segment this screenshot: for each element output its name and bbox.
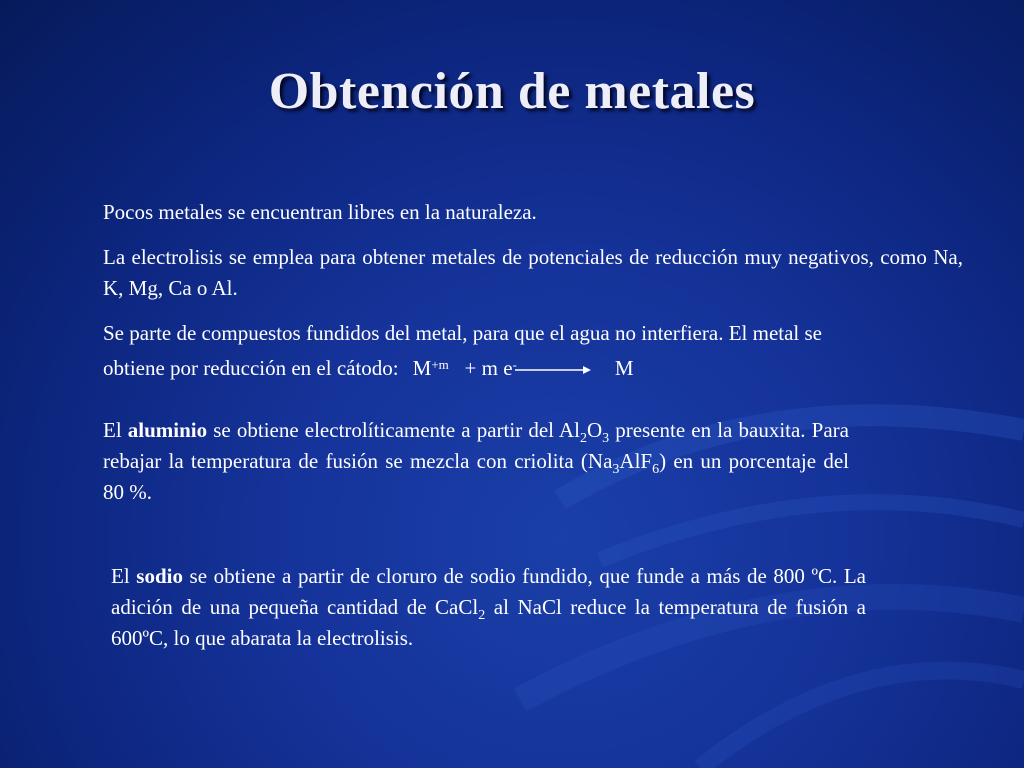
- text-fragment: El: [111, 564, 137, 588]
- reduction-line-1: Se parte de compuestos fundidos del metal, para que el agua no interfiera. El metal se: [103, 321, 822, 345]
- subscript: 6: [652, 462, 660, 477]
- electron-charge: -: [512, 357, 517, 372]
- paragraph-sodium: [111, 561, 866, 654]
- subscript: 3: [612, 462, 620, 477]
- slide-title: Obtención de metales: [268, 63, 756, 120]
- keyword-sodio: sodio: [136, 564, 183, 588]
- text-fragment: al NaCl reduce la temperatura de fusión a 600ºC, lo que abarata la electrolisis.: [111, 595, 866, 650]
- text-fragment: AlF: [619, 449, 653, 473]
- reduction-line-2: [103, 349, 963, 384]
- paragraph-intro: Pocos metales se encuentran libres en la naturaleza.: [103, 200, 537, 224]
- paragraph-electrolysis: La electrolisis se emplea para obtener metales de potenciales de reducción muy negativos, como Na, K, Mg, Ca o Al.: [103, 245, 963, 300]
- text-fragment: se obtiene a partir de cloruro de sodio fundido, que funde a más de 800 ºC. La adición de una pequeña cantidad de CaCl: [111, 564, 866, 619]
- reaction-arrow-icon: [513, 363, 593, 377]
- text-fragment: presente en la bauxita. Para rebajar la temperatura de fusión se mezcla con criolita (Na: [103, 418, 849, 473]
- keyword-aluminio: aluminio: [127, 418, 208, 442]
- text-fragment: se obtiene electrolíticamente a partir del Al: [207, 418, 580, 442]
- text-fragment: O: [586, 418, 603, 442]
- electrons: + m e: [464, 356, 513, 380]
- paragraph-aluminium: [103, 415, 849, 508]
- subscript: 2: [478, 608, 486, 623]
- text-fragment: El: [103, 418, 128, 442]
- paragraph-reduction: [103, 318, 963, 384]
- subscript: 2: [579, 431, 587, 446]
- metal-product: M: [614, 356, 634, 380]
- reduction-text: obtiene por reducción en el cátodo:: [103, 356, 399, 380]
- text-fragment: ) en un porcentaje del 80 %.: [103, 449, 849, 504]
- subscript: 3: [602, 431, 610, 446]
- ion-charge: +m: [431, 357, 449, 372]
- metal-ion: M: [412, 356, 432, 380]
